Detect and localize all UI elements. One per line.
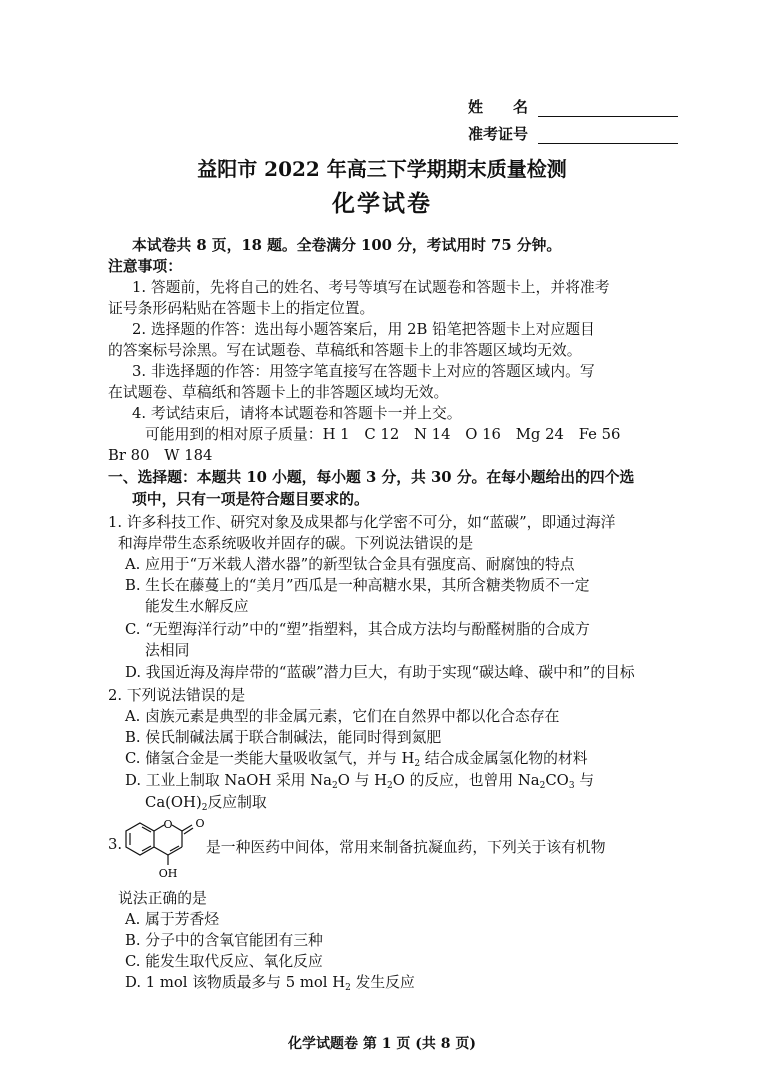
ring-oxygen-label: O [163,818,173,831]
atomic-mass-line: Br 80 W 184 [108,447,213,464]
q2-option-a: A. 卤族元素是典型的非金属元素，它们在自然界中都以化合态存在 [125,708,560,725]
page-footer: 化学试题卷 第 1 页 (共 8 页) [288,1036,476,1052]
carbonyl-oxygen-label: O [195,817,205,830]
id-field-row [468,117,678,144]
q1-option-a: A. 应用于“万米载人潜水器”的新型钛合金具有强度高、耐腐蚀的特点 [125,556,575,573]
q1-option-c-cont: 法相同 [145,642,190,659]
q3-number: 3. [108,836,123,853]
q3-stem: 是一种医药中间体，常用来制备抗凝血药，下列关于该有机物 [206,839,606,856]
subject-title: 化学试卷 [332,190,432,217]
q1-stem: 1. 许多科技工作、研究对象及成果都与化学密不可分，如“蓝碳”，即通过海洋 [108,514,616,531]
note-line: 的答案标号涂黑。写在试题卷、草稿纸和答题卡上的非答题区域均无效。 [108,342,582,359]
name-label: 姓 名 [468,98,529,116]
section-heading: 一、选择题：本题共 10 小题，每小题 3 分，共 30 分。在每小题给出的四个选 [108,469,635,486]
note-line: 1. 答题前，先将自己的姓名、考号等填写在试题卷和答题卡上，并将准考 [132,279,610,296]
note-line: 2. 选择题的作答：选出每小题答案后，用 2B 铅笔把答题卡上对应题目 [132,321,595,338]
q3-stem-cont: 说法正确的是 [118,890,207,907]
id-field[interactable] [538,127,678,144]
name-field-row [468,90,678,117]
q3-option-c: C. 能发生取代反应、氧化反应 [125,953,323,970]
id-label: 准考证号 [468,125,529,143]
intro-text: 本试卷共 8 页，18 题。全卷满分 100 分，考试用时 75 分钟。 [132,237,562,254]
q1-option-d: D. 我国近海及海岸带的“蓝碳”潜力巨大，有助于实现“碳达峰、碳中和”的目标 [125,664,635,681]
q3-option-b: B. 分子中的含氧官能团有三种 [125,932,323,949]
candidate-fields [468,90,678,144]
atomic-mass-line: 可能用到的相对原子质量：H 1 C 12 N 14 O 16 Mg 24 Fe 56 [145,426,621,443]
section-heading-cont: 项中，只有一项是符合题目要求的。 [132,491,369,508]
q1-option-c: C. “无塑海洋行动”中的“塑”指塑料，其合成方法均与酚醛树脂的合成方 [125,621,590,638]
note-line: 3. 非选择题的作答：用签字笔直接写在答题卡上对应的答题区域内。写 [132,363,595,380]
q1-stem-cont: 和海岸带生态系统吸收并固存的碳。下列说法错误的是 [118,535,474,552]
note-line: 4. 考试结束后，请将本试题卷和答题卡一并上交。 [132,405,462,422]
name-field[interactable] [538,100,678,117]
q2-stem: 2. 下列说法错误的是 [108,687,246,704]
q1-option-b-cont: 能发生水解反应 [145,598,249,615]
exam-title: 益阳市 2022 年高三下学期期末质量检测 [197,157,567,181]
q2-option-d: D. 工业上制取 NaOH 采用 $Na_2O$ 与 $H_2O$ 的反应，也曾用 $Na_2CO_3$ 与 [125,772,595,791]
q1-option-b: B. 生长在藤蔓上的“美月”西瓜是一种高糖水果，其所含糖类物质不一定 [125,577,590,594]
q2-option-b: B. 侯氏制碱法属于联合制碱法，能同时得到氮肥 [125,729,442,746]
q3-option-a: A. 属于芳香烃 [125,911,220,928]
coumarin-structure [118,815,208,883]
note-line: 证号条形码粘贴在答题卡上的指定位置。 [108,300,375,317]
hydroxyl-label: OH [158,867,178,880]
notes-heading: 注意事项： [108,258,182,275]
q3-option-d: D. 1 mol 该物质最多与 5 mol $H_2$ 发生反应 [125,974,415,993]
q2-option-c: C. 储氢合金是一类能大量吸收氢气，并与 $H_2$ 结合成金属氢化物的材料 [125,750,588,769]
q2-option-d-cont: $Ca(OH)_2$反应制取 [145,794,267,813]
note-line: 在试题卷、草稿纸和答题卡上的非答题区域均无效。 [108,384,449,401]
